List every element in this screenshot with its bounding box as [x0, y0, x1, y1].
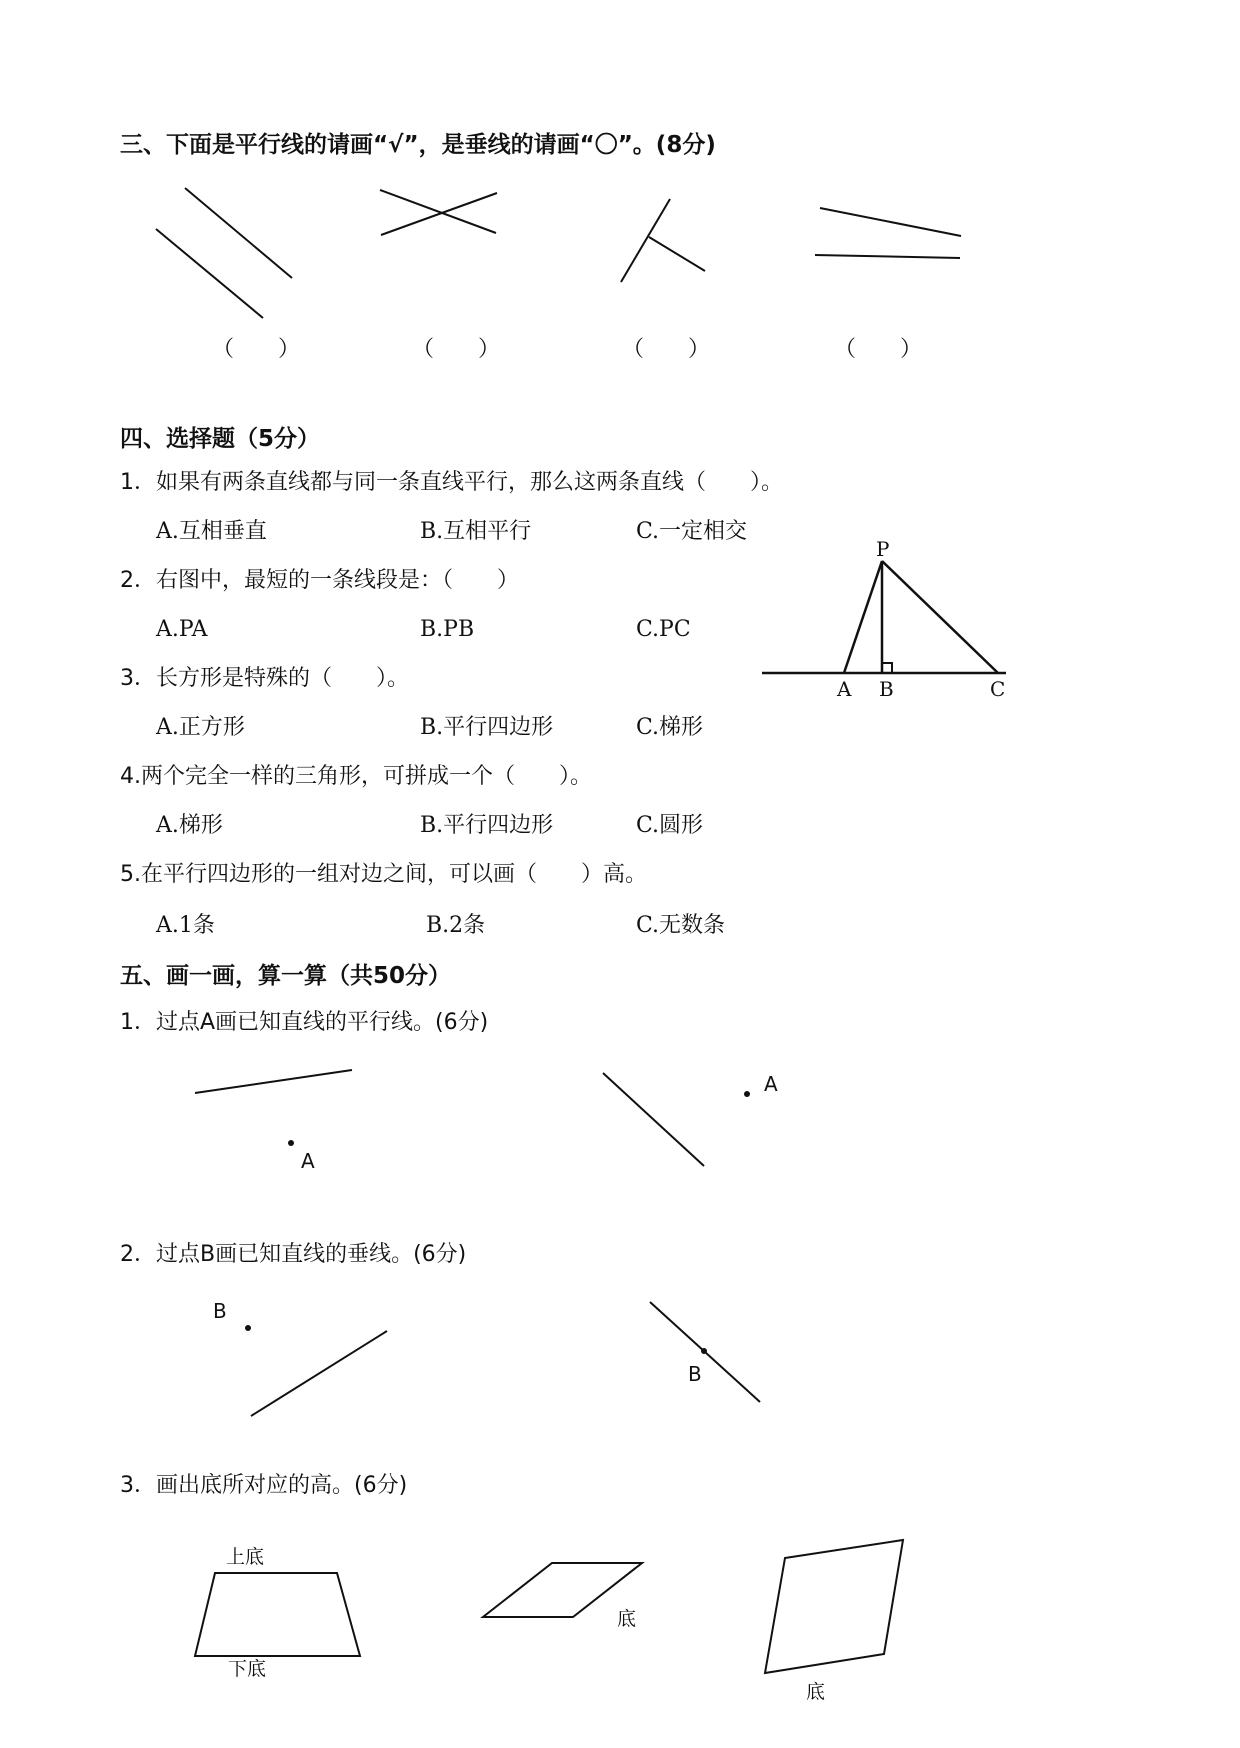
q1-label-a-left: A [301, 1149, 315, 1173]
q2-label-b-right: B [688, 1362, 702, 1386]
q1-label-a-right: A [764, 1072, 778, 1096]
q5-option-b[interactable]: B.2条 [426, 913, 486, 938]
q4-option-a[interactable]: A.梯形 [156, 813, 223, 838]
s5-q3-text: 3．画出底所对应的高。(6分) [120, 1473, 408, 1498]
q1-option-a[interactable]: A.互相垂直 [156, 519, 267, 544]
section3-blank-4[interactable]: （ ） [834, 337, 923, 362]
section3-blank-2[interactable]: （ ） [412, 337, 501, 362]
s5-q1-text: 1．过点A画已知直线的平行线。(6分) [120, 1010, 489, 1035]
q2-text: 2．右图中，最短的一条线段是：（ ） [120, 568, 519, 593]
q2-option-a[interactable]: A.PA [156, 617, 208, 642]
label-b: B [879, 677, 894, 701]
q4-option-b[interactable]: B.平行四边形 [420, 813, 554, 838]
label-bottom-base: 下底 [228, 1658, 267, 1680]
section4-title: 四、选择题（5分） [120, 426, 321, 452]
q2-option-b[interactable]: B.PB [420, 617, 475, 642]
fig4-line1 [820, 208, 961, 236]
q3-option-a[interactable]: A.正方形 [156, 715, 245, 740]
q2-option-c[interactable]: C.PC [636, 617, 691, 642]
fig4-line2 [815, 255, 960, 258]
s5-q2-text: 2．过点B画已知直线的垂线。(6分) [120, 1242, 467, 1267]
section3-title: 三、下面是平行线的请画“√”，是垂线的请画“〇”。(8分) [120, 132, 716, 158]
q1-point-a-right [744, 1091, 750, 1097]
q3-option-b[interactable]: B.平行四边形 [420, 715, 554, 740]
label-base2: 底 [617, 1608, 637, 1630]
q1-line-right [603, 1073, 704, 1166]
fig3-line2 [649, 237, 705, 271]
q1-point-a-left [288, 1140, 294, 1146]
label-base3: 底 [806, 1681, 826, 1703]
section3-blank-1[interactable]: （ ） [212, 337, 301, 362]
q5-text: 5.在平行四边形的一组对边之间，可以画（ ）高。 [120, 862, 647, 887]
segment-pc [882, 561, 998, 673]
q2-line-left [251, 1331, 387, 1416]
right-angle-mark [882, 663, 892, 673]
label-a: A [837, 677, 852, 701]
label-p: P [876, 537, 890, 561]
section5-title: 五、画一画，算一算（共50分） [120, 963, 452, 989]
q1-option-c[interactable]: C.一定相交 [636, 519, 748, 544]
section3-blank-3[interactable]: （ ） [622, 337, 711, 362]
fig2-line2 [381, 193, 497, 235]
fig2-line1 [380, 190, 496, 233]
fig3-line1 [621, 199, 670, 282]
q1-text: 1．如果有两条直线都与同一条直线平行，那么这两条直线（ ）。 [120, 470, 783, 495]
q2-label-b-left: B [213, 1299, 227, 1323]
q1-line-left [195, 1070, 352, 1093]
q4-text: 4.两个完全一样的三角形，可拼成一个（ ）。 [120, 764, 592, 789]
q1-option-b[interactable]: B.互相平行 [420, 519, 532, 544]
segment-pa [844, 561, 882, 673]
trapezoid [195, 1573, 360, 1656]
label-top-base: 上底 [226, 1546, 265, 1568]
q3-option-c[interactable]: C.梯形 [636, 715, 704, 740]
label-c: C [990, 677, 1006, 701]
q3-text: 3．长方形是特殊的（ ）。 [120, 666, 409, 691]
fig1-line2 [156, 229, 263, 318]
q2-point-b-left [245, 1325, 251, 1331]
q2-point-b-right [701, 1348, 707, 1354]
q4-option-c[interactable]: C.圆形 [636, 813, 704, 838]
q5-option-c[interactable]: C.无数条 [636, 913, 726, 938]
quadrilateral [765, 1540, 903, 1673]
fig1-line1 [185, 188, 292, 278]
q5-option-a[interactable]: A.1条 [156, 913, 215, 938]
